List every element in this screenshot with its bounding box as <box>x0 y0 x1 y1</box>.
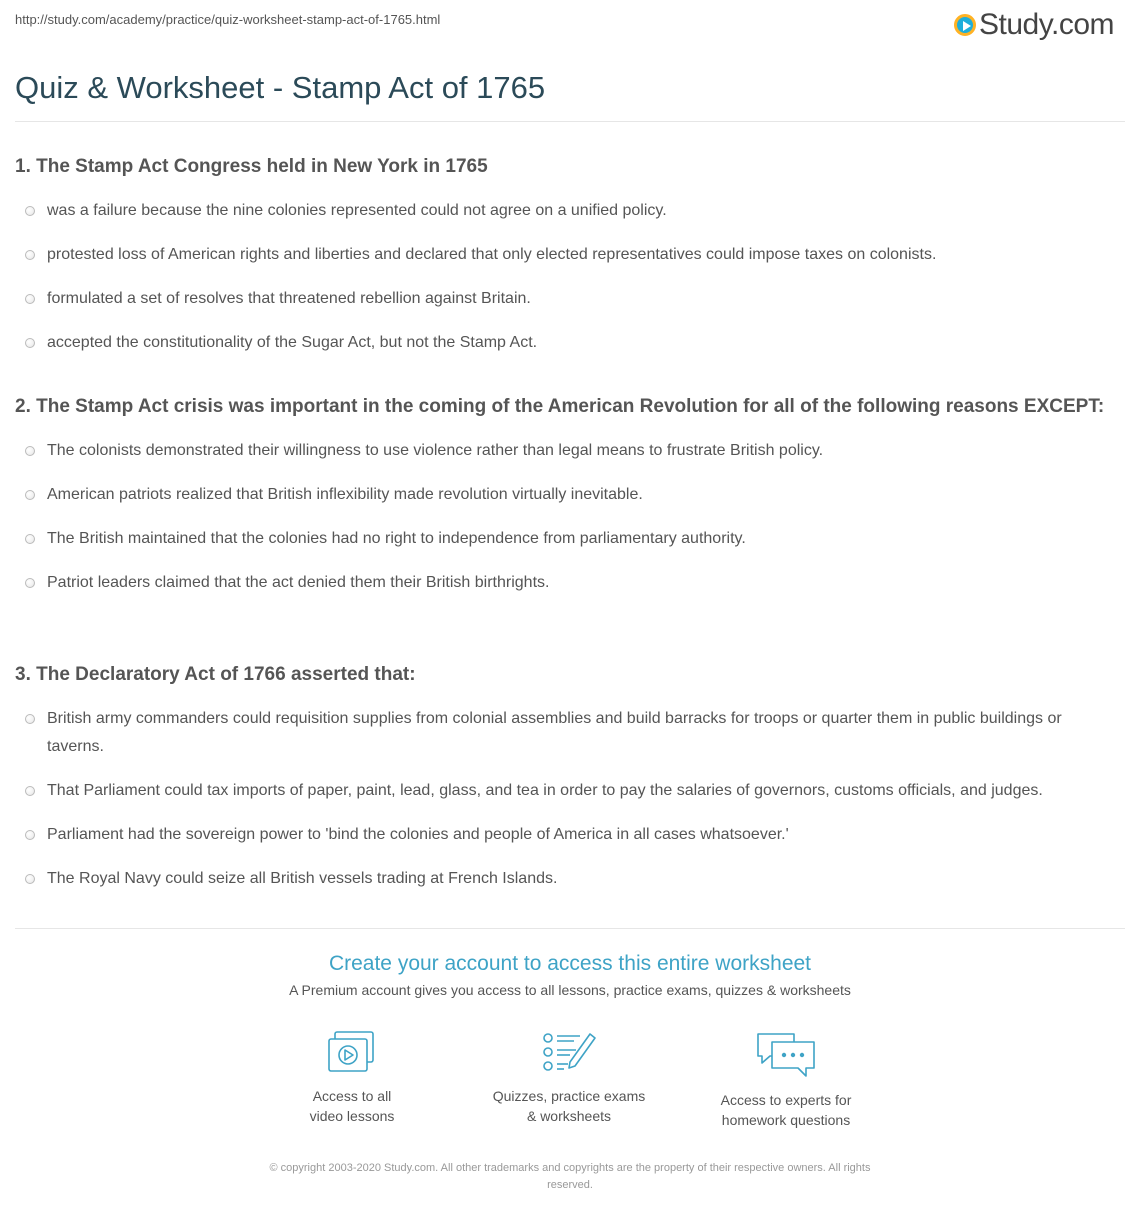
answer-option[interactable] <box>15 481 1120 509</box>
radio-button[interactable] <box>25 578 35 588</box>
feature-label <box>474 1086 664 1126</box>
radio-button[interactable] <box>25 206 35 216</box>
option-text: formulated a set of resolves that threatened rebellion against Britain. <box>47 290 531 307</box>
answer-option[interactable] <box>15 821 1120 849</box>
copyright-line: © copyright 2003-2020 Study.com. All other trademarks and copyrights are the property of their respective owners. All rights <box>269 1162 871 1174</box>
radio-button[interactable] <box>25 338 35 348</box>
radio-button[interactable] <box>25 714 35 724</box>
feature-label-line: Quizzes, practice exams <box>492 1088 646 1104</box>
feature-label <box>257 1086 447 1126</box>
radio-button[interactable] <box>25 874 35 884</box>
logo-text: Study.com <box>979 8 1114 41</box>
answer-options <box>15 437 1120 597</box>
answer-option[interactable] <box>15 777 1120 805</box>
radio-button[interactable] <box>25 830 35 840</box>
cta-subtitle: A Premium account gives you access to all lessons, practice exams, quizzes & worksheets <box>289 982 851 998</box>
answer-option[interactable] <box>15 525 1120 553</box>
radio-button[interactable] <box>25 490 35 500</box>
question-1 <box>15 154 1120 373</box>
option-text: American patriots realized that British inflexibility made revolution virtually inevitable. <box>47 486 643 503</box>
option-text: The colonists demonstrated their willingness to use violence rather than legal means to frustrate British policy. <box>47 442 824 459</box>
page-title: Quiz & Worksheet - Stamp Act of 1765 <box>15 70 546 105</box>
answer-option[interactable] <box>15 285 1120 313</box>
copyright-notice <box>0 1160 1140 1194</box>
feature-label <box>691 1090 881 1130</box>
radio-button[interactable] <box>25 250 35 260</box>
study-logo-icon <box>954 14 976 36</box>
feature-label-line: homework questions <box>721 1112 851 1128</box>
feature-video-lessons <box>257 1030 447 1126</box>
answer-option[interactable] <box>15 197 1120 225</box>
question-title: 1. The Stamp Act Congress held in New York in 1765 <box>15 156 488 177</box>
copyright-line: reserved. <box>547 1179 593 1191</box>
option-text: accepted the constitutionality of the Sugar Act, but not the Stamp Act. <box>47 334 538 351</box>
option-text: The British maintained that the colonies had no right to independence from parliamentary authority. <box>47 530 746 547</box>
cta-divider <box>15 928 1125 929</box>
cta-title[interactable]: Create your account to access this entire worksheet <box>328 952 812 975</box>
radio-button[interactable] <box>25 446 35 456</box>
question-3 <box>15 662 1120 909</box>
answer-option[interactable] <box>15 569 1120 597</box>
title-divider <box>15 121 1125 122</box>
option-text: was a failure because the nine colonies represented could not agree on a unified policy. <box>47 202 667 219</box>
feature-label-line: & worksheets <box>526 1108 612 1124</box>
study-logo[interactable] <box>954 8 1114 42</box>
question-title: 3. The Declaratory Act of 1766 asserted that: <box>15 664 416 685</box>
radio-button[interactable] <box>25 786 35 796</box>
chat-bubbles-icon <box>754 1030 818 1080</box>
answer-option[interactable] <box>15 241 1120 269</box>
answer-option[interactable] <box>15 437 1120 465</box>
feature-label-line: Access to experts for <box>720 1092 852 1108</box>
feature-label-line: Access to all <box>312 1088 392 1104</box>
option-text: protested loss of American rights and liberties and declared that only elected representatives could impose taxes on colonists. <box>47 246 937 263</box>
feature-quizzes <box>474 1030 664 1126</box>
answer-option[interactable] <box>15 705 1120 761</box>
question-2 <box>15 394 1120 613</box>
answer-option[interactable] <box>15 329 1120 357</box>
option-text: British army commanders could requisition supplies from colonial assemblies and build barracks for troops or quarter them in public buildings or taverns. <box>47 710 1062 755</box>
option-text: That Parliament could tax imports of paper, paint, lead, glass, and tea in order to pay the salaries of governors, customs officials, and judges. <box>47 782 1043 799</box>
feature-experts <box>691 1030 881 1130</box>
video-lessons-icon <box>325 1030 379 1076</box>
option-text: Patriot leaders claimed that the act denied them their British birthrights. <box>47 574 550 591</box>
page-url: http://study.com/academy/practice/quiz-worksheet-stamp-act-of-1765.html <box>15 12 441 27</box>
radio-button[interactable] <box>25 534 35 544</box>
quiz-checklist-icon <box>540 1030 598 1076</box>
answer-options <box>15 705 1120 893</box>
question-title: 2. The Stamp Act crisis was important in the coming of the American Revolution for all of the following reasons EXCEPT: <box>15 396 1105 417</box>
answer-options <box>15 197 1120 357</box>
answer-option[interactable] <box>15 865 1120 893</box>
radio-button[interactable] <box>25 294 35 304</box>
option-text: The Royal Navy could seize all British vessels trading at French Islands. <box>47 870 558 887</box>
feature-label-line: video lessons <box>309 1108 395 1124</box>
option-text: Parliament had the sovereign power to 'bind the colonies and people of America in all cases whatsoever.' <box>47 826 789 843</box>
